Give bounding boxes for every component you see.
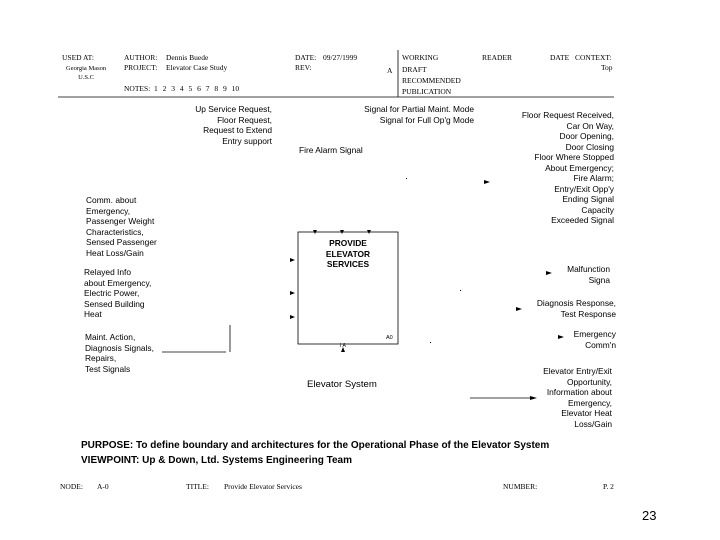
status-draft: DRAFT bbox=[402, 65, 427, 74]
dot-marker bbox=[460, 290, 461, 291]
author-value: Dennis Buede bbox=[166, 53, 209, 62]
rev-label: REV: bbox=[295, 63, 312, 72]
control-label: Up Service Request, Floor Request, Request to Extend Entry support bbox=[195, 104, 272, 146]
input-label: Comm. about Emergency, Passenger Weight Characteristics, Sensed Passenger Heat Loss/Gain bbox=[86, 195, 157, 258]
control-label: Signal for Partial Maint. Mode Signal for Full Op'g Mode bbox=[364, 104, 474, 125]
number-value: P. 2 bbox=[603, 482, 614, 491]
input-arrow-1 bbox=[290, 258, 295, 262]
title-label: TITLE: bbox=[186, 482, 209, 491]
dot-marker bbox=[430, 342, 431, 343]
status-publication: PUBLICATION bbox=[402, 87, 452, 96]
node-value: A-0 bbox=[97, 482, 109, 491]
output-label: Elevator Entry/Exit Opportunity, Information about Emergency, Elevator Heat Loss/Gain bbox=[543, 366, 612, 429]
used-at-value: Georgia Mason U.S.C bbox=[66, 65, 107, 81]
used-at-label: USED AT: bbox=[62, 53, 94, 62]
notes-value: 1 2 3 4 5 6 7 8 9 10 bbox=[154, 84, 240, 93]
date-value: 09/27/1999 bbox=[323, 53, 358, 62]
input-arrow-3 bbox=[290, 315, 295, 319]
input-label: Maint. Action, Diagnosis Signals, Repairs, Test Signals bbox=[85, 332, 154, 374]
box-node: A0 bbox=[386, 335, 393, 341]
title-value: Provide Elevator Services bbox=[224, 482, 302, 491]
date-label: DATE: bbox=[295, 53, 317, 62]
output-arrow-1 bbox=[484, 180, 490, 184]
notes-label: NOTES: bbox=[124, 84, 151, 93]
system-label: Elevator System bbox=[307, 379, 377, 390]
context-value: Top bbox=[601, 63, 613, 72]
dot-marker bbox=[406, 178, 407, 179]
status-recommended: RECOMMENDED bbox=[402, 76, 461, 85]
input-arrow-2 bbox=[290, 291, 295, 295]
slide-page-number: 23 bbox=[642, 508, 657, 523]
box-title: PROVIDE ELEVATOR SERVICES bbox=[325, 238, 371, 269]
status-working: WORKING bbox=[402, 53, 439, 62]
date2-label: DATE bbox=[550, 53, 570, 62]
viewpoint-text: VIEWPOINT: Up & Down, Ltd. Systems Engineering Team bbox=[81, 455, 352, 466]
control-label: Fire Alarm Signal bbox=[299, 145, 363, 155]
output-label: Emergency Comm'n bbox=[573, 329, 616, 350]
node-label: NODE: bbox=[60, 482, 83, 491]
output-label: Malfunction Signa bbox=[567, 264, 610, 285]
reader-label: READER bbox=[482, 53, 512, 62]
project-label: PROJECT: bbox=[124, 63, 158, 72]
project-value: Elevator Case Study bbox=[166, 63, 228, 72]
mechanism-tag: I A bbox=[340, 343, 346, 349]
output-label: Floor Request Received, Car On Way, Door Opening, Door Closing Floor Where Stopped About Emergency; Fire Alarm; Entry/Exit Opp'y Ending Signal Capacity Exceeded Signal bbox=[521, 110, 614, 225]
input-label: Relayed Info about Emergency, Electric Power, Sensed Building Heat bbox=[84, 267, 152, 319]
number-label: NUMBER: bbox=[503, 482, 538, 491]
purpose-text: PURPOSE: To define boundary and architectures for the Operational Phase of the Elevator System bbox=[81, 440, 550, 451]
context-label: CONTEXT: bbox=[575, 53, 612, 62]
rev-value: A bbox=[387, 66, 393, 75]
author-label: AUTHOR: bbox=[124, 53, 158, 62]
output-label: Diagnosis Response, Test Response bbox=[536, 298, 616, 319]
